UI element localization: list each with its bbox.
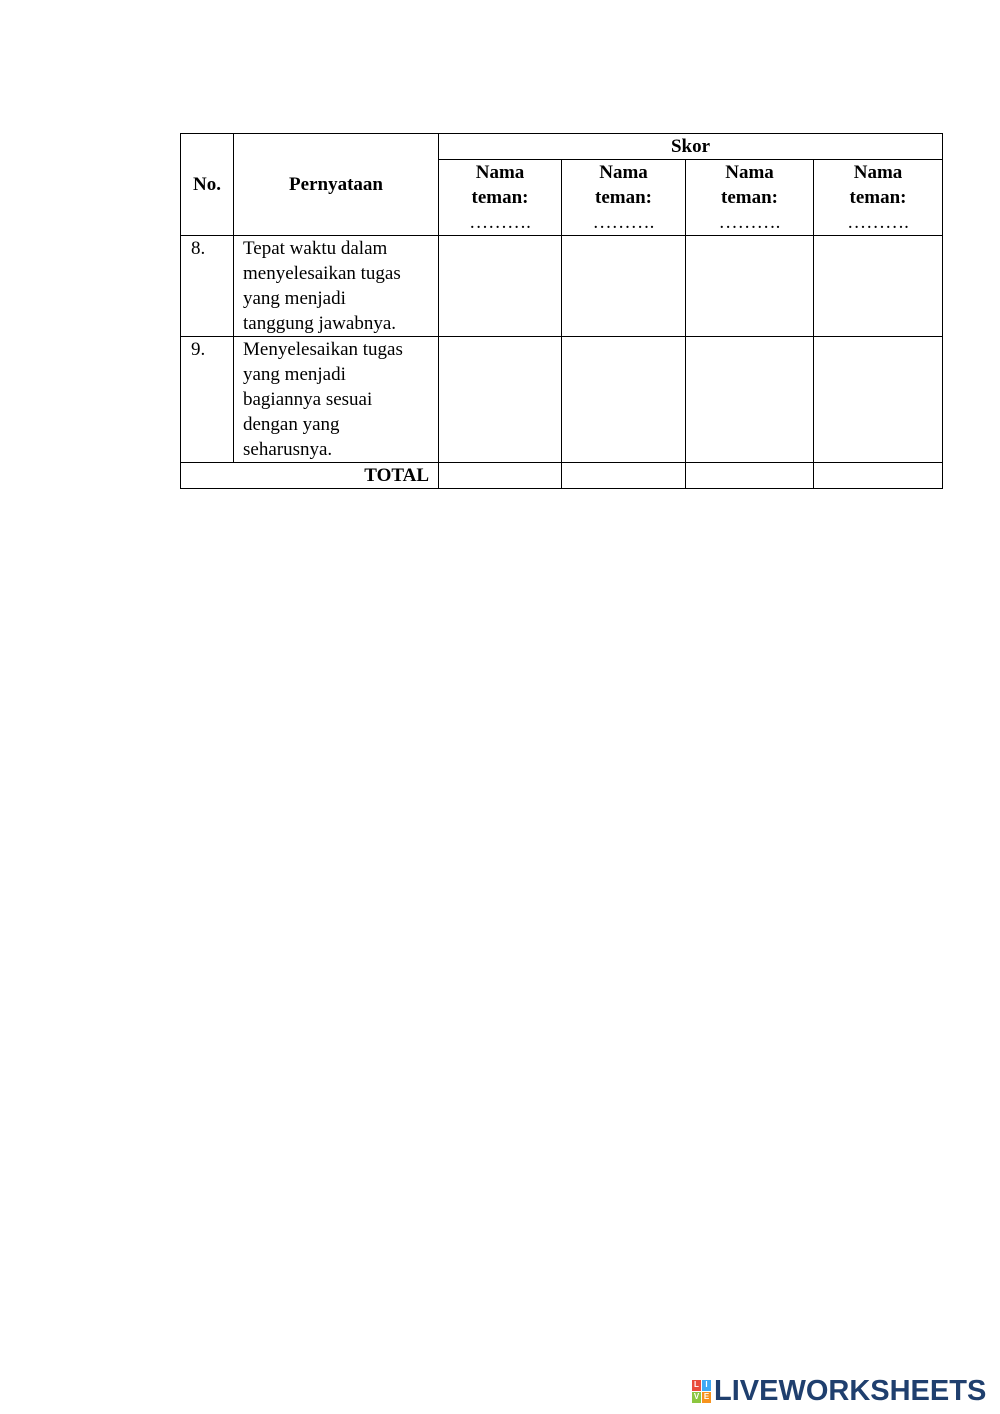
friend-label: teman: — [849, 187, 907, 208]
statement-line: menyelesaikan tugas — [243, 263, 401, 284]
header-friend-4 — [814, 160, 943, 236]
total-cell[interactable] — [439, 463, 562, 489]
statement-line: Tepat waktu dalam — [243, 238, 388, 259]
peer-assessment-table — [180, 133, 943, 489]
statement-line: seharusnya. — [243, 439, 333, 460]
total-cell[interactable] — [562, 463, 686, 489]
friend-name-blank[interactable]: ………. — [847, 212, 909, 233]
row-number: 8. — [181, 236, 234, 337]
logo-letter: I — [702, 1380, 711, 1391]
score-cell[interactable] — [686, 236, 814, 337]
score-cell[interactable] — [439, 236, 562, 337]
friend-label: teman: — [595, 187, 652, 208]
header-friend-3 — [686, 160, 814, 236]
friend-name-blank[interactable]: ………. — [718, 212, 781, 233]
header-no: No. — [181, 134, 234, 236]
header-friend-2 — [562, 160, 686, 236]
total-cell[interactable] — [686, 463, 814, 489]
score-cell[interactable] — [562, 337, 686, 463]
friend-label: Nama — [599, 162, 648, 183]
logo-letter: L — [692, 1380, 701, 1391]
friend-name-blank[interactable]: ………. — [469, 212, 531, 233]
friend-label: Nama — [853, 162, 903, 183]
statement-line: yang menjadi — [243, 364, 346, 385]
score-cell[interactable] — [814, 337, 943, 463]
logo-letter: E — [703, 1392, 710, 1401]
header-statement: Pernyataan — [234, 134, 439, 236]
score-cell[interactable] — [686, 337, 814, 463]
logo-letter: V — [693, 1392, 700, 1401]
friend-label: Nama — [475, 162, 525, 183]
row-statement — [234, 337, 439, 463]
statement-line: yang menjadi — [243, 288, 346, 309]
header-friend-1 — [439, 160, 562, 236]
total-label: TOTAL — [181, 463, 439, 489]
friend-label: teman: — [721, 187, 778, 208]
statement-line: tanggung jawabnya. — [243, 313, 397, 334]
statement-line: bagiannya sesuai — [243, 389, 373, 410]
row-number: 9. — [181, 337, 234, 463]
friend-name-blank[interactable]: ………. — [592, 212, 655, 233]
score-cell[interactable] — [562, 236, 686, 337]
statement-line: Menyelesaikan tugas — [243, 339, 403, 360]
logo-icon — [692, 1380, 711, 1403]
friend-label: Nama — [725, 162, 774, 183]
total-row — [181, 463, 943, 489]
total-cell[interactable] — [814, 463, 943, 489]
friend-label: teman: — [471, 187, 529, 208]
row-statement — [234, 236, 439, 337]
score-cell[interactable] — [439, 337, 562, 463]
brand-text: LIVEWORKSHEETS — [714, 1374, 987, 1407]
score-cell[interactable] — [814, 236, 943, 337]
liveworksheets-logo — [692, 1376, 986, 1406]
table-row — [181, 337, 943, 463]
header-score: Skor — [439, 134, 943, 160]
statement-line: dengan yang — [243, 414, 340, 435]
table-row — [181, 236, 943, 337]
